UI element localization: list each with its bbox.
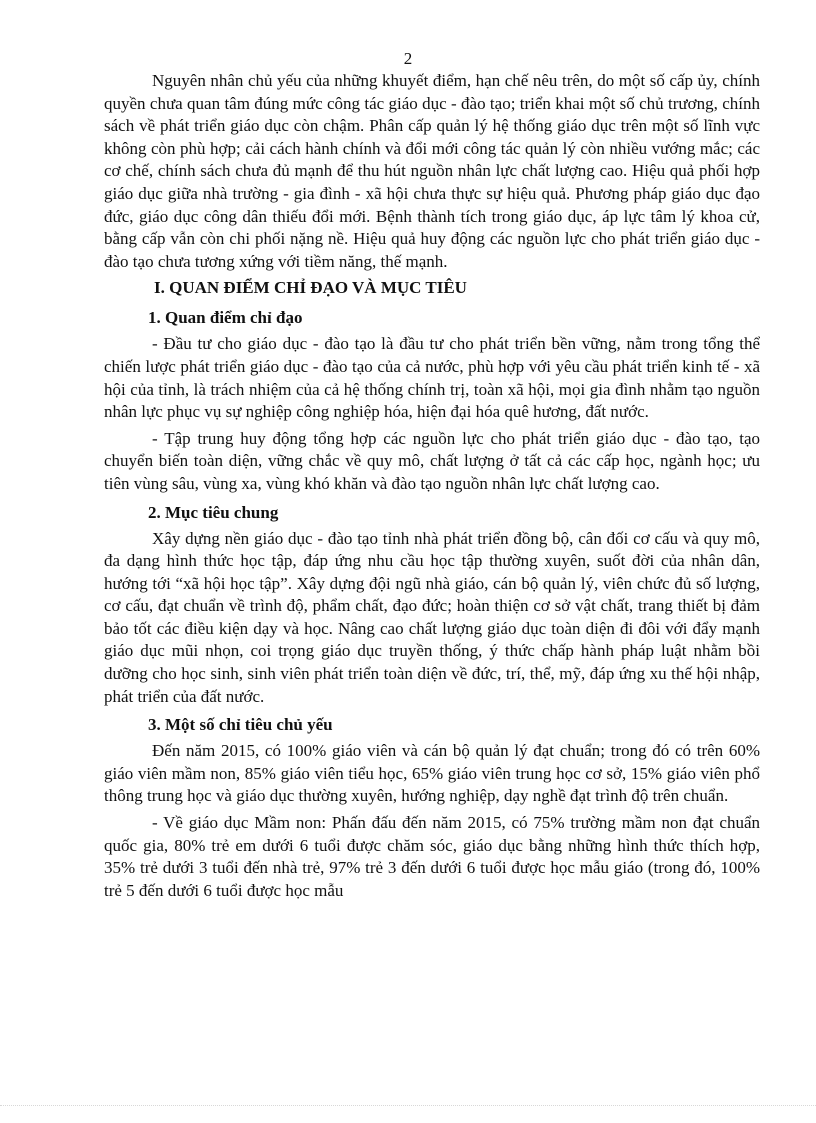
general-goal-paragraph: Xây dựng nền giáo dục - đào tạo tỉnh nhà phát triển đồng bộ, cân đối cơ cấu và quy mô, đa dạng hình thức học tập, đáp ứng nhu cầu học tập thường xuyên, suốt đời của nhân dân, hướng tới “xã hội học tập”. Xây dựng đội ngũ nhà giáo, cán bộ quản lý, viên chức đủ số lượng, cơ cấu, đạt chuẩn về trình độ, phẩm chất, đạo đức; hoàn thiện cơ sở vật chất, trang thiết bị đảm bảo tốt các điều kiện dạy và học. Nâng cao chất lượng giáo dục toàn diện đi đôi với đẩy mạnh giáo dục mũi nhọn, coi trọng giáo dục truyền thống, ý thức chấp hành pháp luật nhằm bồi dưỡng cho học sinh, sinh viên phát triển toàn diện về đức, trí, thể, mỹ, đáp ứng xu thế hội nhập, phát triển của đất nước. — [104, 528, 760, 706]
intro-paragraph: Nguyên nhân chủ yếu của những khuyết điểm, hạn chế nêu trên, do một số cấp ủy, chính quyền chưa quan tâm đúng mức công tác giáo dục - đào tạo; triển khai một số chủ trương, chính sách về phát triển giáo dục còn chậm. Phân cấp quản lý hệ thống giáo dục trên một số lĩnh vực không còn phù hợp; cải cách hành chính và đổi mới công tác quản lý còn nhiều vướng mắc; các cơ chế, chính sách chưa đủ mạnh để thu hút nguồn nhân lực chất lượng cao. Hiệu quả phối hợp giáo dục giữa nhà trường - gia đình - xã hội chưa thực sự hiệu quả. Phương pháp giáo dục đạo đức, giáo dục công dân thiếu đổi mới. Bệnh thành tích trong giáo dục, áp lực tâm lý khoa cử, bằng cấp vẫn còn chi phối nặng nề. Hiệu quả huy động các nguồn lực cho phát triển giáo dục - đào tạo chưa tương xứng với tiềm năng, thế mạnh. — [104, 71, 760, 271]
subsection-heading-3: 3. Một số chỉ tiêu chủ yếu — [148, 715, 333, 735]
subsection-heading-1: 1. Quan điểm chỉ đạo — [148, 308, 303, 328]
target-paragraph-1: Đến năm 2015, có 100% giáo viên và cán bộ quản lý đạt chuẩn; trong đó có trên 60% giáo viên mầm non, 85% giáo viên tiểu học, 65% giáo viên trung học cơ sở, 15% giáo viên phổ thông trung học và giáo dục thường xuyên, hướng nghiệp, dạy nghề đạt trình độ trên chuẩn. — [104, 741, 760, 806]
page-number: 2 — [403, 49, 413, 68]
subsection-heading-2: 2. Mục tiêu chung — [148, 502, 279, 522]
document-body — [104, 70, 760, 902]
guideline-paragraph-2: - Tập trung huy động tổng hợp các nguồn lực cho phát triển giáo dục - đào tạo, tạo chuyển biến toàn diện, vững chắc về quy mô, chất lượng ở tất cả các cấp học, ngành học; ưu tiên vùng sâu, vùng xa, vùng khó khăn và đào tạo nguồn nhân lực chất lượng cao. — [104, 428, 760, 493]
section-heading: I. QUAN ĐIỂM CHỈ ĐẠO VÀ MỤC TIÊU — [154, 278, 467, 298]
guideline-paragraph-1: - Đầu tư cho giáo dục - đào tạo là đầu tư cho phát triển bền vững, nằm trong tổng thể chiến lược phát triển giáo dục - đào tạo của cả nước, phù hợp với yêu cầu phát triển kinh tế - xã hội của tỉnh, là trách nhiệm của cả hệ thống chính trị, toàn xã hội, mọi gia đình nhằm tạo nguồn nhân lực phục vụ sự nghiệp công nghiệp hóa, hiện đại hóa quê hương, đất nước. — [104, 334, 760, 422]
page-bottom-edge — [0, 1105, 816, 1106]
target-paragraph-2: - Về giáo dục Mầm non: Phấn đấu đến năm 2015, có 75% trường mầm non đạt chuẩn quốc gia, 80% trẻ em dưới 6 tuổi được chăm sóc, giáo dục bằng những hình thức thích hợp, 35% trẻ dưới 3 tuổi đến nhà trẻ, 97% trẻ 3 đến dưới 6 tuổi được học mẫu giáo (trong đó, 100% trẻ 5 đến dưới 6 tuổi được học mẫu — [104, 813, 760, 900]
